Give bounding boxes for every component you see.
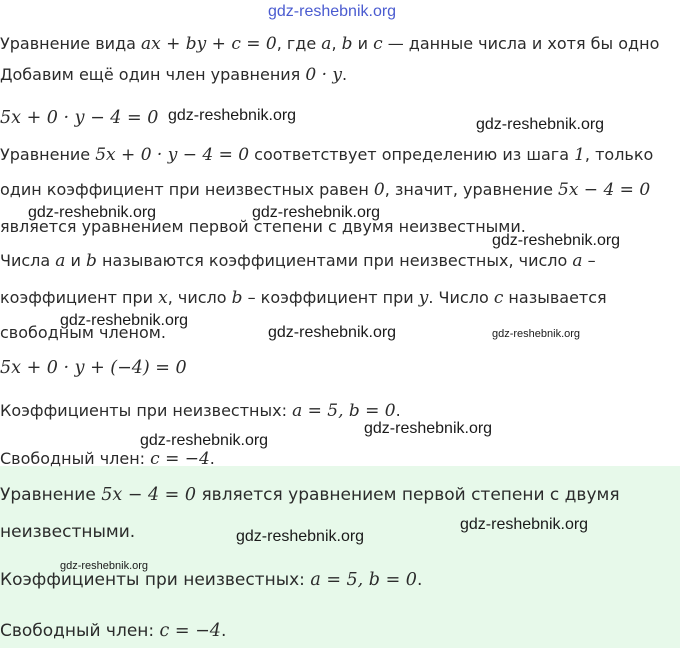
- coefficients-def-line-2: коэффициент при x, число b – коэффициент при y. Число c называется: [0, 288, 607, 308]
- equation-1: 5x + 0 · y − 4 = 0: [0, 108, 159, 128]
- answer-line-2: неизвестными.: [0, 522, 136, 542]
- coefficients-def-line-1: Числа a и b называются коэффициентами при неизвестных, число a –: [0, 251, 596, 271]
- explanation-line-3: является уравнением первой степени с двумя неизвестными.: [0, 217, 526, 236]
- watermark: gdz-reshebnik.org: [236, 528, 365, 545]
- watermark: gdz-reshebnik.org: [492, 232, 621, 249]
- watermark: gdz-reshebnik.org: [364, 420, 493, 437]
- free-term-line: Свободный член: c = −4.: [0, 449, 215, 469]
- add-term-line: Добавим ещё один член уравнения 0 · y.: [0, 65, 348, 85]
- definition-line: Уравнение вида ax + by + c = 0, где a, b и c — данные числа и хотя бы одно: [0, 34, 660, 54]
- watermark: gdz-reshebnik.org: [460, 516, 589, 533]
- coefficients-line: Коэффициенты при неизвестных: a = 5, b = 0.: [0, 401, 401, 421]
- explanation-line-1: Уравнение 5x + 0 · y − 4 = 0 соответствует определению из шага 1, только: [0, 145, 654, 165]
- watermark: gdz-reshebnik.org: [168, 107, 297, 124]
- watermark: gdz-reshebnik.org: [60, 560, 149, 572]
- answer-free-term-line: Свободный член: c = −4.: [0, 621, 227, 641]
- answer-coefficients-line: Коэффициенты при неизвестных: a = 5, b = 0.: [0, 570, 423, 590]
- watermark: gdz-reshebnik.org: [252, 204, 381, 221]
- free-term-def-line: свободным членом.: [0, 323, 166, 342]
- watermark: gdz-reshebnik.org: [28, 204, 157, 221]
- watermark: gdz-reshebnik.org: [492, 328, 581, 340]
- watermark: gdz-reshebnik.org: [476, 116, 605, 133]
- watermark: gdz-reshebnik.org: [268, 3, 397, 20]
- watermark: gdz-reshebnik.org: [140, 432, 269, 449]
- watermark: gdz-reshebnik.org: [268, 324, 397, 341]
- equation-2: 5x + 0 · y + (−4) = 0: [0, 358, 187, 378]
- answer-line-1: Уравнение 5x − 4 = 0 является уравнением первой степени с двумя: [0, 485, 620, 505]
- watermark: gdz-reshebnik.org: [60, 312, 189, 329]
- explanation-line-2: один коэффициент при неизвестных равен 0, значит, уравнение 5x − 4 = 0: [0, 180, 651, 200]
